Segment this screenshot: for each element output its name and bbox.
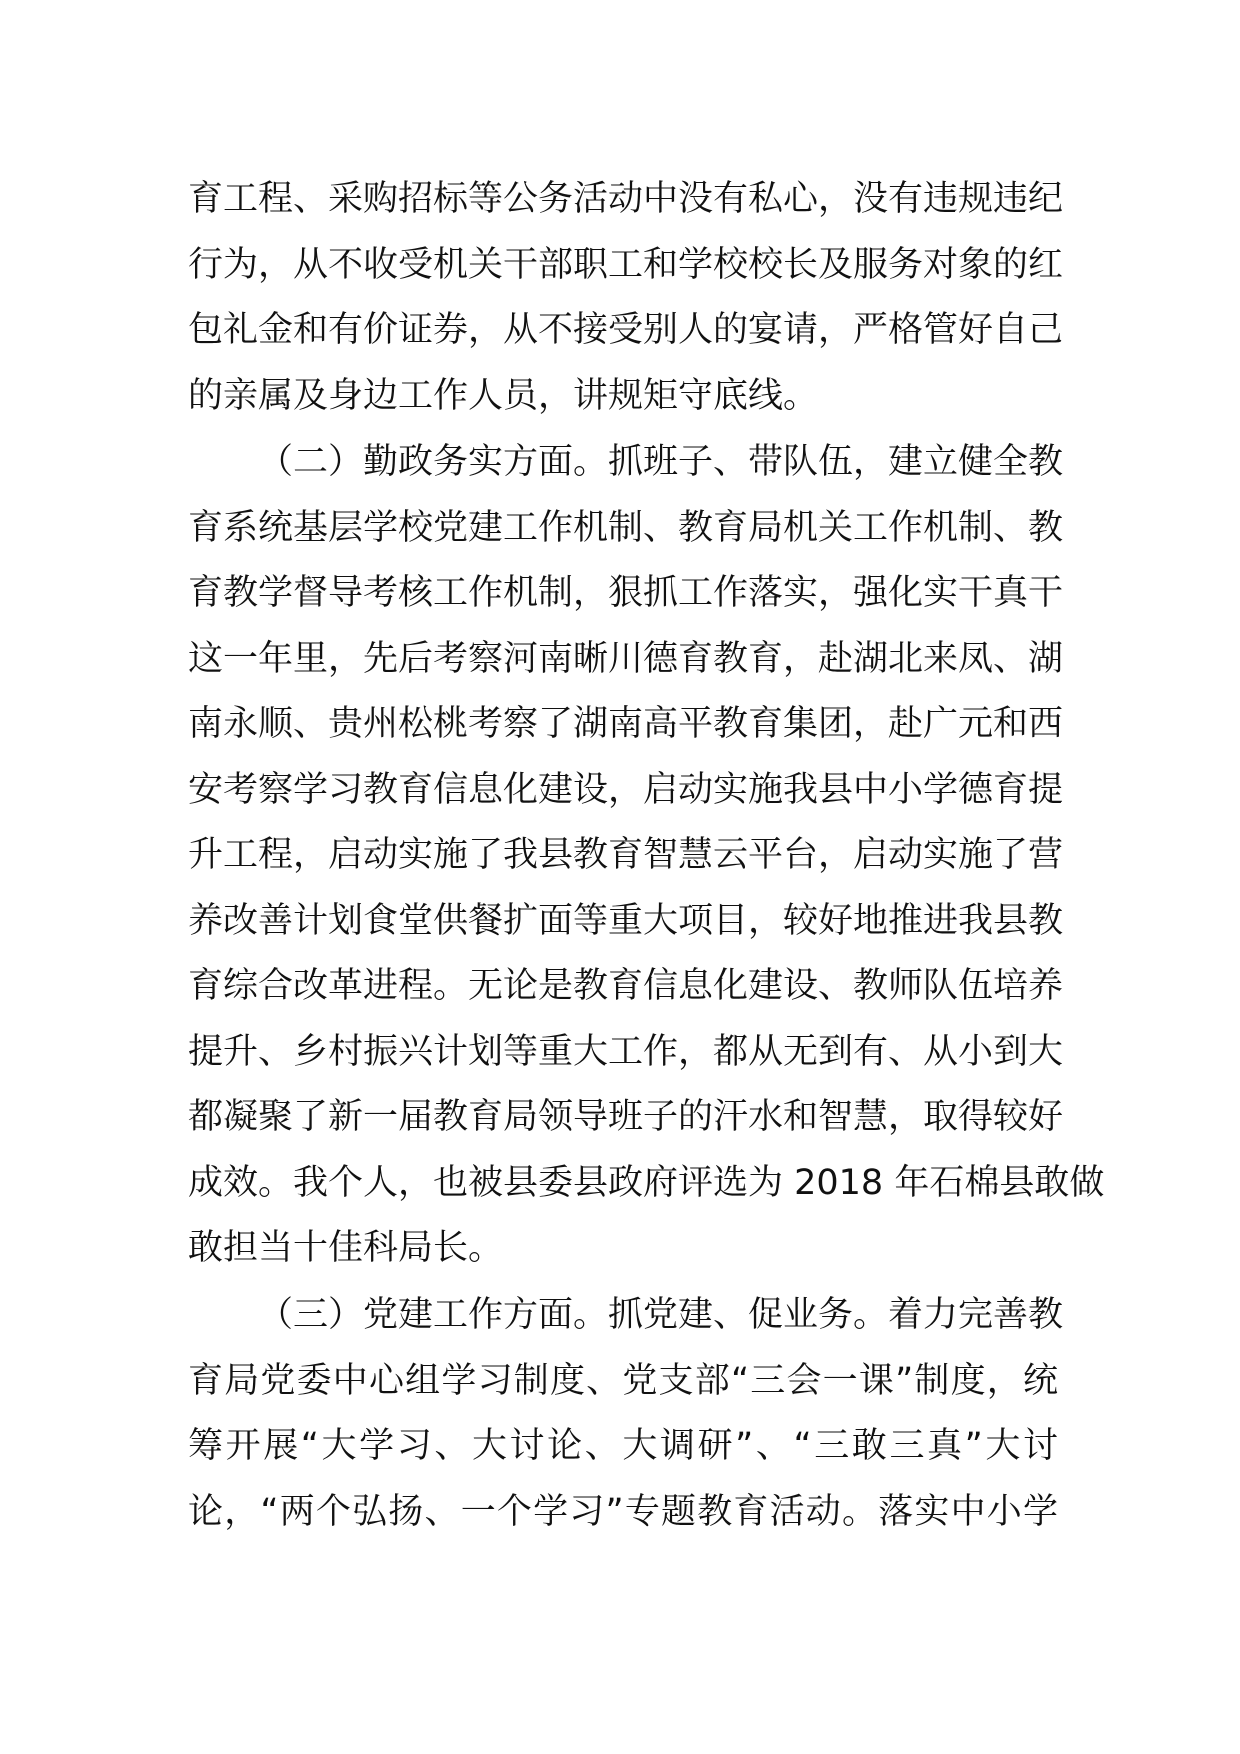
text-line: （二）勤政务实方面。抓班子、带队伍，建立健全教 [258, 442, 1064, 482]
text-line: 育工程、采购招标等公务活动中没有私心，没有违规违纪 [188, 179, 1064, 219]
text-line: 的亲属及身边工作人员，讲规矩守底线。 [188, 375, 819, 416]
text-line: 行为，从不收受机关干部职工和学校校长及服务对象的红 [188, 244, 1064, 285]
paragraph-party-building [188, 1283, 1064, 1545]
text-line: 养改善计划食堂供餐扩面等重大项目，较好地推进我县教 [188, 900, 1064, 941]
text-line: 育局党委中心组学习制度、党支部“三会一课”制度，统 [188, 1360, 1058, 1401]
text-line: 升工程，启动实施了我县教育智慧云平台，启动实施了营 [188, 835, 1064, 875]
text-line: 筹开展“大学习、大讨论、大调研”、“三敢三真”大讨 [188, 1426, 1058, 1466]
text-line: 育综合改革进程。无论是教育信息化建设、教师队伍培养 [188, 966, 1064, 1006]
text-line: 这一年里，先后考察河南晰川德育教育，赴湖北来凤、湖 [188, 638, 1064, 679]
text-line: （三）党建工作方面。抓党建、促业务。着力完善教 [258, 1295, 1064, 1335]
paragraph-diligence [188, 430, 1105, 1282]
text-line: 包礼金和有价证券，从不接受别人的宴请，严格管好自己 [188, 310, 1064, 350]
text-line: 论，“两个弘扬、一个学习”专题教育活动。落实中小学 [188, 1491, 1058, 1532]
text-line: 都凝聚了新一届教育局领导班子的汗水和智慧，取得较好 [188, 1097, 1064, 1137]
text-line: 提升、乡村振兴计划等重大工作，都从无到有、从小到大 [188, 1031, 1064, 1072]
text-line: 南永顺、贵州松桃考察了湖南高平教育集团，赴广元和西 [188, 704, 1064, 744]
text-line: 成效。我个人，也被县委县政府评选为 2018 年石棉县敢做 [188, 1162, 1105, 1203]
text-line: 育系统基层学校党建工作机制、教育局机关工作机制、教 [188, 507, 1064, 548]
text-line: 育教学督导考核工作机制，狠抓工作落实，强化实干真干 [188, 573, 1064, 613]
text-line: 敢担当十佳科局长。 [188, 1228, 504, 1268]
text-line: 安考察学习教育信息化建设，启动实施我县中小学德育提 [188, 769, 1064, 810]
paragraph-integrity [188, 167, 1064, 429]
